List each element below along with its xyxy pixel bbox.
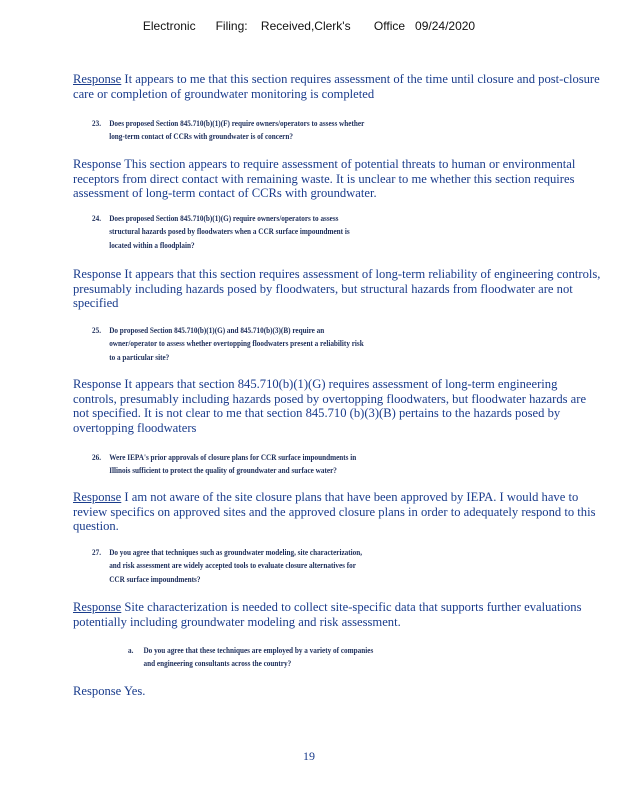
question-text: Do you agree that techniques such as groundwater modeling, site characterization, and risk assessment are widely accepted tools to evaluate closure alternatives for CCR surface impoundments? — [109, 548, 363, 584]
response-label: Response — [73, 377, 122, 391]
question-number: 25. — [92, 326, 102, 335]
response-label: Response — [73, 684, 122, 698]
response-text: It appears that section 845.710(b)(1)(G) requires assessment of long-term engineering controls, presumably including hazards posed by overtopping floodwaters, but floodwater hazards are not specified. It is not clear to me that section 845.710 (b)(3)(B) pertains to the hazards posed by overtopping floodwaters — [73, 377, 587, 435]
response-text: I am not aware of the site closure plans that have been approved by IEPA. I would have to review specifics on approved sites and the approved closure plans in order to adequately respond to this question. — [73, 490, 596, 534]
response-5 — [73, 490, 603, 534]
question-number: a. — [128, 646, 134, 655]
response-text: Site characterization is needed to collect site-specific data that supports further evaluations potentially including groundwater modeling and risk assessment. — [73, 600, 582, 629]
response-6 — [73, 600, 603, 629]
response-text: This section appears to require assessment of potential threats to human or environmental receptors from direct contact with remaining waste. It is unclear to me whether this section requires assessment of long-term contact of CCRs with groundwater. — [73, 157, 576, 201]
question-number: 24. — [92, 214, 102, 223]
response-label: Response — [73, 72, 122, 86]
filing-header: Electronic Filing: Received,Clerk's Office 09/24/2020 — [142, 19, 476, 33]
response-label: Response — [73, 600, 122, 614]
response-text: Yes. — [121, 684, 146, 698]
response-label: Response — [73, 267, 122, 281]
response-1 — [73, 72, 603, 101]
question-number: 26. — [92, 453, 102, 462]
response-3 — [73, 267, 603, 311]
question-number: 27. — [92, 548, 102, 557]
question-text: Do proposed Section 845.710(b)(1)(G) and 845.710(b)(3)(B) require an owner/operator to assess whether overtopping floodwaters present a reliability risk to a particular site? — [109, 326, 364, 362]
response-label: Response — [73, 490, 122, 504]
question-text: Does proposed Section 845.710(b)(1)(F) require owners/operators to assess whether long-term contact of CCRs with groundwater is of concern? — [109, 119, 365, 142]
question-text: Do you agree that these techniques are employed by a variety of companies and engineering consultants across the country? — [143, 646, 374, 669]
question-number: 23. — [92, 119, 102, 128]
response-2 — [73, 157, 603, 201]
response-text: It appears that this section requires assessment of long-term reliability of engineering controls, presumably including hazards posed by floodwaters, but structural hazards from floodwater are not specified — [73, 267, 601, 311]
question-text: Were IEPA's prior approvals of closure plans for CCR surface impoundments in Illinois sufficient to protect the quality of groundwater and surface water? — [109, 453, 357, 476]
response-label: Response — [73, 157, 122, 171]
question-text: Does proposed Section 845.710(b)(1)(G) require owners/operators to assess structural hazards posed by floodwaters when a CCR surface impoundment is located within a floodplain? — [109, 214, 350, 250]
response-7 — [73, 684, 603, 699]
page-number: 19 — [303, 749, 315, 763]
response-text: It appears to me that this section requires assessment of the time until closure and post-closure care or completion of groundwater monitoring is completed — [73, 72, 600, 101]
response-4 — [73, 377, 603, 435]
